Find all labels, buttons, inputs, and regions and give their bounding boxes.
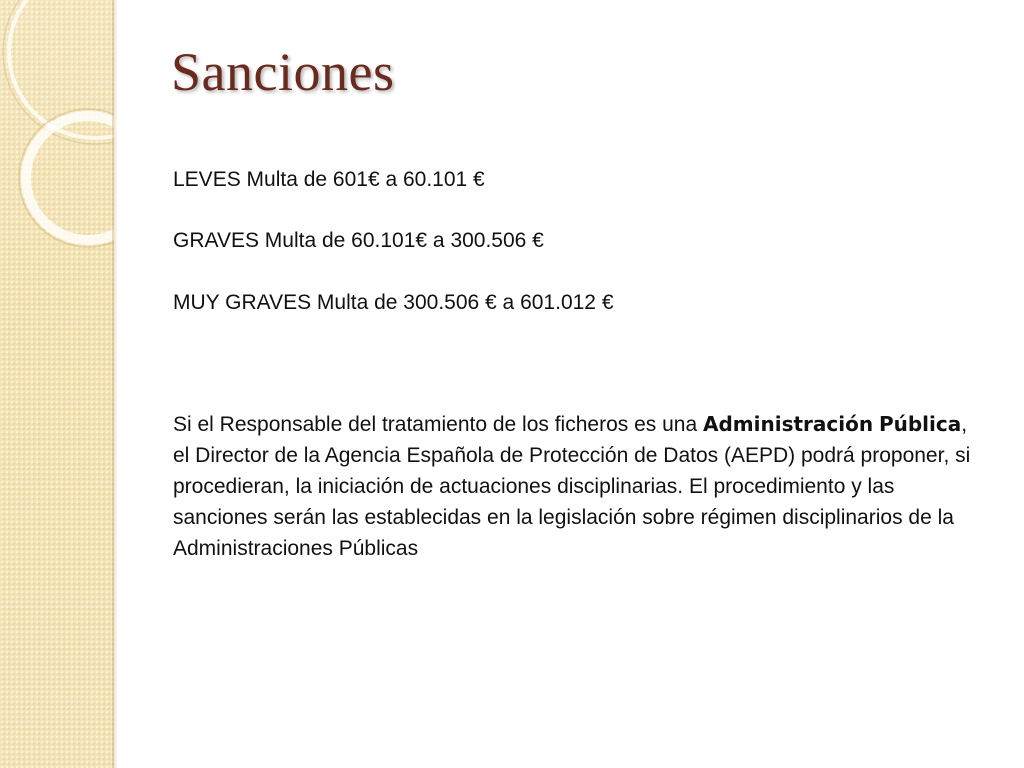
paragraph-text-1: Si el Responsable del tratamiento de los ficheros es una	[173, 413, 703, 436]
public-administration-paragraph	[173, 409, 973, 564]
slide-title: Sanciones	[171, 42, 395, 102]
fine-graves: GRAVES Multa de 60.101€ a 300.506 €	[173, 229, 544, 252]
fine-muy-graves: MUY GRAVES Multa de 300.506 € a 601.012 €	[173, 291, 614, 314]
paragraph-bold-publica: Pública	[878, 412, 962, 436]
fine-leves: LEVES Multa de 601€ a 60.101 €	[173, 168, 485, 191]
paragraph-bold-administracion: Administración	[702, 412, 874, 436]
band-edge-shadow	[112, 0, 118, 768]
paragraph-text-3: , el Director de la Agencia Española de Protección de Datos (AEPD) podrá proponer, si procedieran, la iniciación de actuaciones disciplinarias. El procedimiento y las sanciones serán las establecidas en la legislación sobre régimen disciplinarios de la Administraciones Públicas	[173, 413, 971, 560]
decorative-rings	[0, 0, 114, 320]
decorative-side-band	[0, 0, 114, 768]
